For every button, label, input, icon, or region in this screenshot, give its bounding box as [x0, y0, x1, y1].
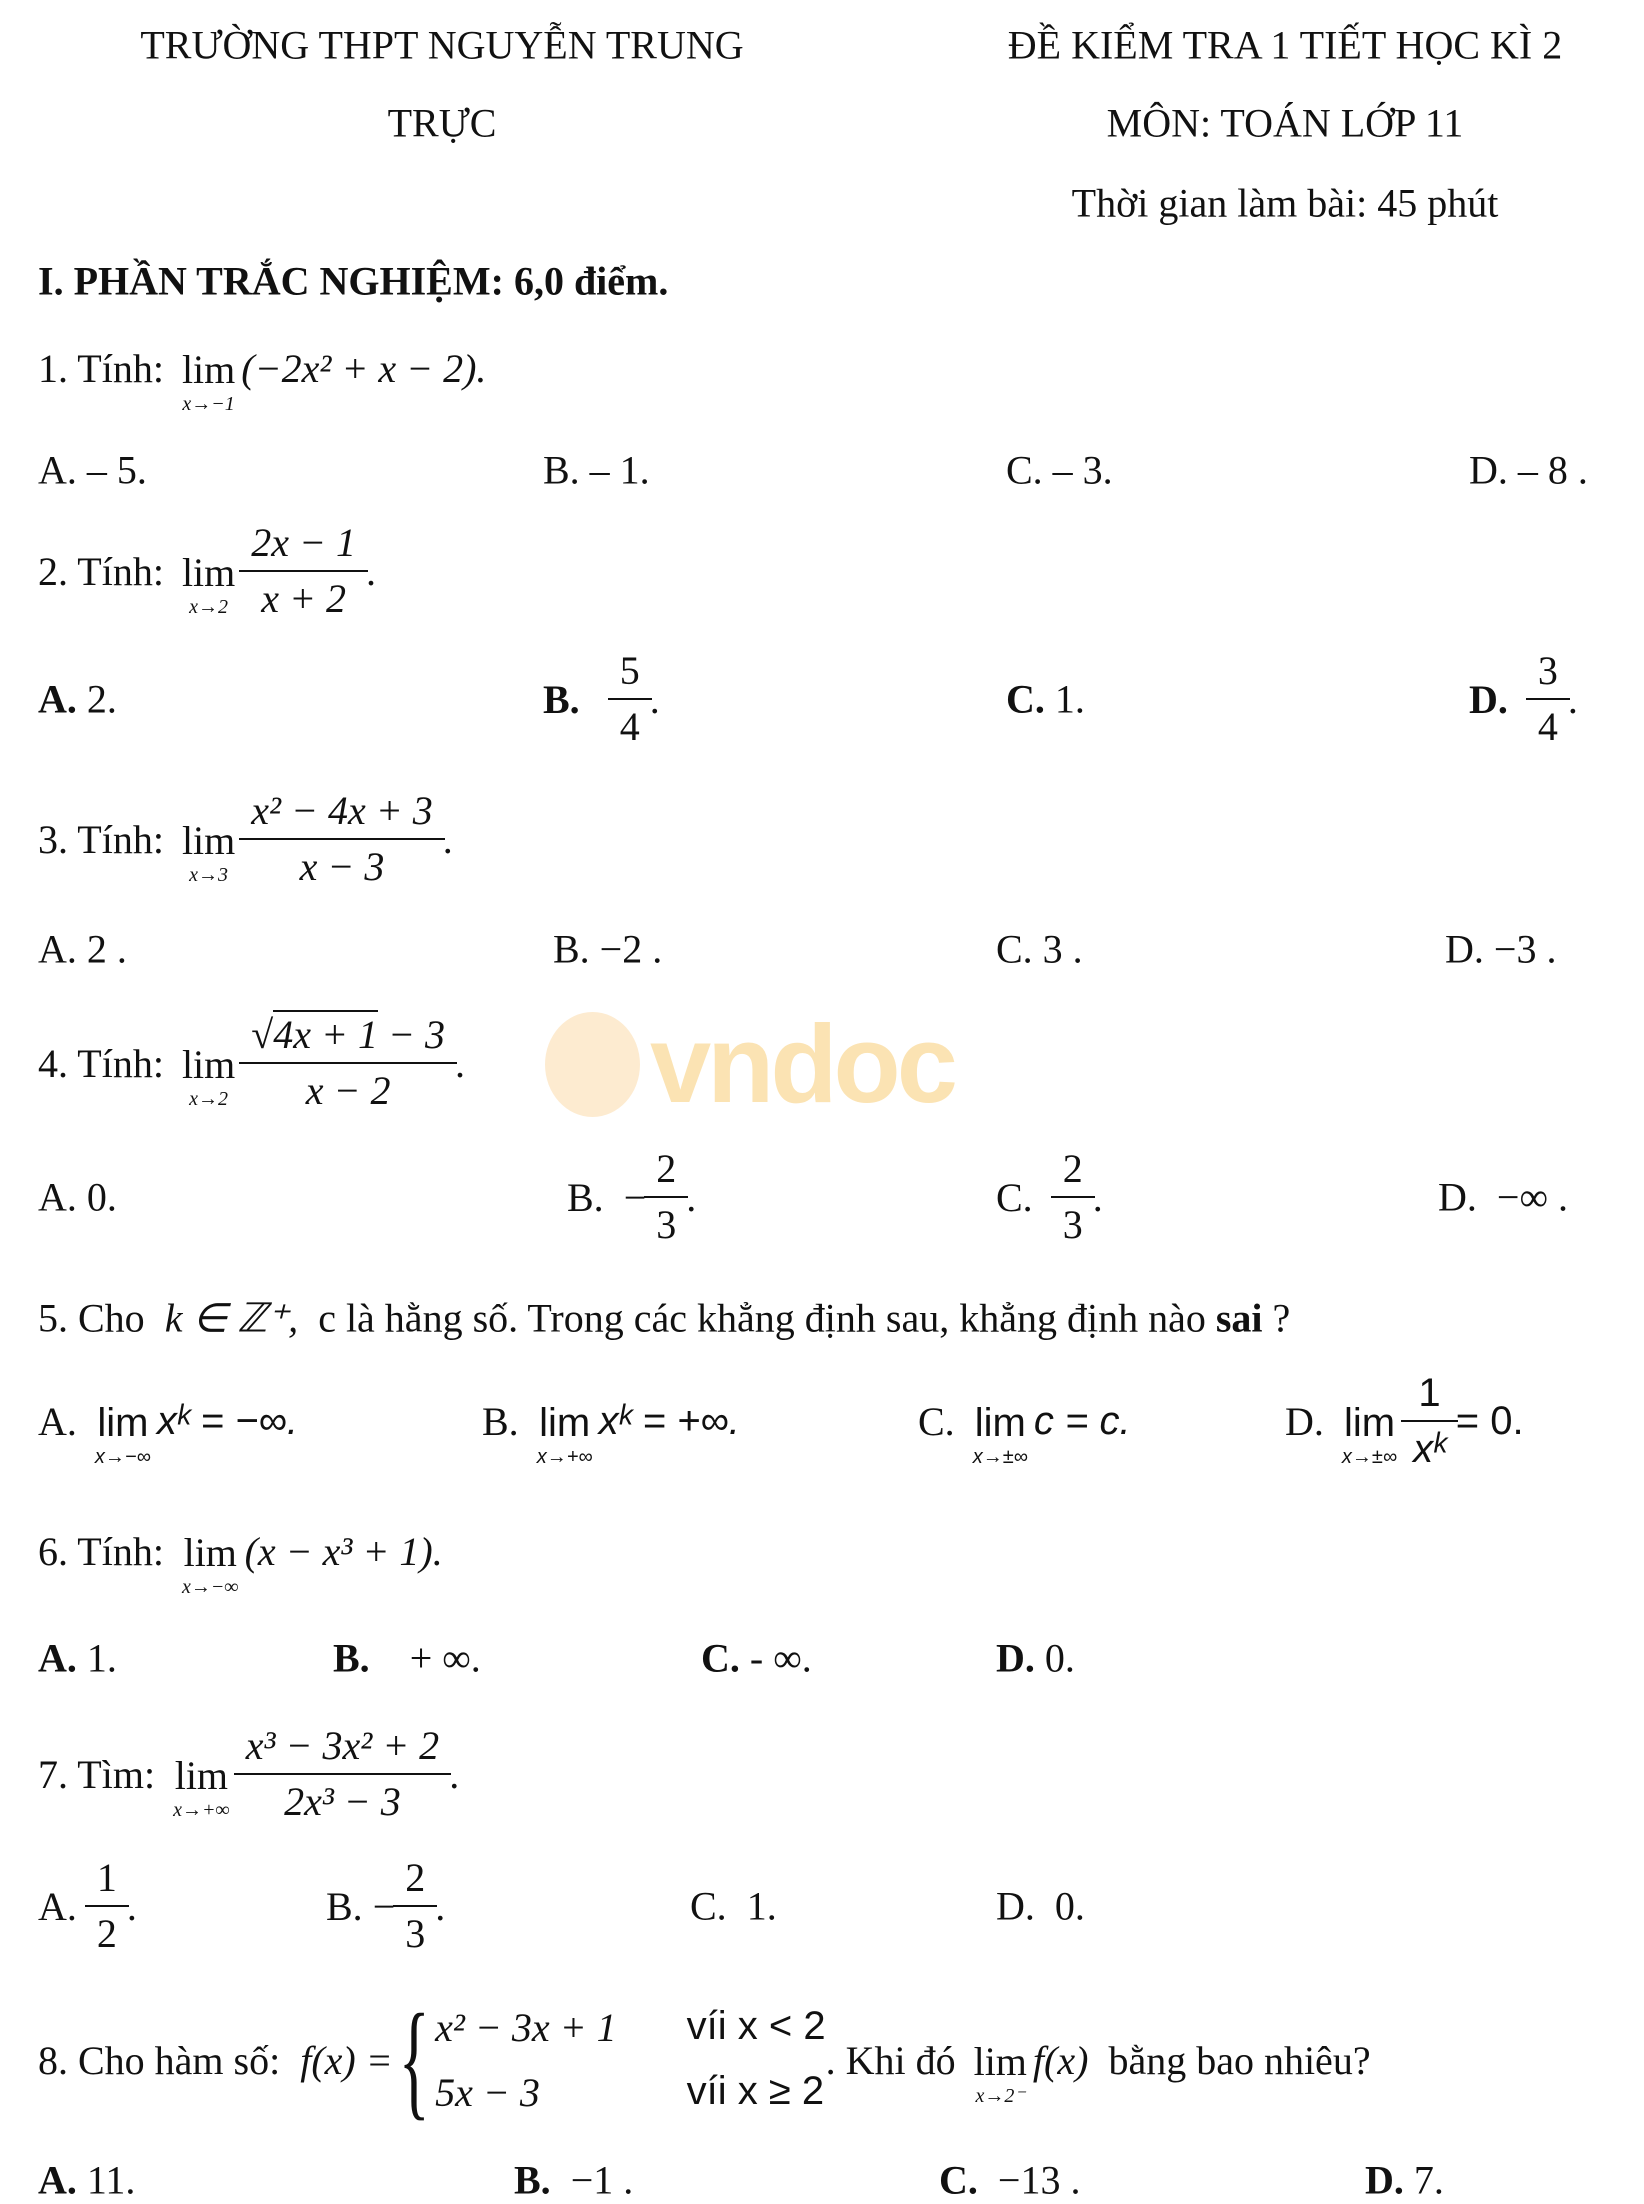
fraction — [245, 1012, 451, 1114]
lim-text: lim — [97, 1401, 149, 1445]
function-name: f(x) = — [300, 2037, 393, 2083]
expression: (x − x³ + 1). — [244, 1528, 443, 1574]
answer-label: B. — [514, 2157, 551, 2203]
answer-label: A. — [38, 2157, 77, 2203]
answer-c — [939, 2157, 1080, 2204]
answer-b — [567, 1146, 696, 1248]
lim-text: lim — [1343, 1401, 1396, 1445]
denominator: 3 — [1051, 1196, 1095, 1248]
period: . — [126, 1883, 137, 1929]
answer-a: A. 0. — [38, 1174, 117, 1220]
question-3 — [38, 788, 453, 890]
period: . — [366, 548, 377, 594]
case-1-expression: x² − 3x + 1 — [435, 2005, 617, 2050]
numerator: x² − 4x + 3 — [251, 788, 433, 833]
answer-label: D. — [996, 1635, 1035, 1681]
numerator — [245, 1012, 451, 1062]
answer-label: D. — [1469, 676, 1508, 722]
answer-a — [38, 1635, 117, 1682]
limit — [1342, 1403, 1397, 1467]
lim-text: lim — [973, 2039, 1027, 2084]
answer-value: 7. — [1413, 2157, 1444, 2203]
function-call: f(x) — [1032, 2037, 1089, 2083]
lim-text: lim — [181, 818, 236, 863]
fraction — [614, 648, 646, 750]
answer-d — [1469, 648, 1578, 750]
numerator: x³ − 3x² + 2 — [245, 1723, 440, 1768]
answer-value: 0. — [1044, 1635, 1075, 1681]
question-mark: ? — [1272, 1295, 1291, 1341]
denominator: x − 3 — [239, 838, 444, 890]
question-7 — [38, 1723, 459, 1825]
answer-value: - ∞. — [749, 1635, 812, 1681]
answer-label: D. — [1285, 1398, 1324, 1444]
answer-label: C. — [996, 1174, 1033, 1220]
answer-d — [1438, 1174, 1568, 1221]
exam-title: ĐỀ KIỂM TRA 1 TIẾT HỌC KÌ 2 — [1007, 22, 1563, 68]
answer-a — [38, 1389, 299, 1468]
case-1-condition: víi x < 2 — [686, 2004, 826, 2048]
answer-label: A. — [38, 1883, 77, 1929]
answer-d: D. – 8 . — [1469, 447, 1588, 493]
answer-label: A. — [38, 676, 77, 722]
answer-label: D. — [1438, 1174, 1477, 1220]
period: . — [442, 816, 453, 862]
answer-value: −1 . — [570, 2157, 634, 2203]
limit — [537, 1403, 593, 1467]
answer-a — [38, 1855, 137, 1957]
lim-sub: x→−∞ — [181, 1576, 239, 1598]
answer-a: A. 2 . — [38, 926, 127, 972]
answer-c — [690, 1883, 777, 1930]
limit — [973, 1403, 1028, 1467]
denominator: 4 — [608, 698, 652, 750]
case-2-condition: víi x ≥ 2 — [686, 2069, 825, 2113]
question-text: c là hằng số. Trong các khẳng định sau, khẳng định nào — [318, 1295, 1206, 1341]
answer-label: C. — [939, 2157, 978, 2203]
answer-label: B. — [543, 676, 580, 722]
answer-b — [326, 1855, 445, 1957]
answer-value: −13 . — [997, 2157, 1081, 2203]
answer-label: B. — [567, 1174, 604, 1220]
denominator: 3 — [644, 1196, 688, 1248]
answer-value: −∞ . — [1496, 1174, 1568, 1220]
period: . — [435, 1883, 446, 1929]
fraction — [245, 788, 438, 890]
expression: (−2x² + x − 2). — [241, 345, 487, 391]
answer-value: 1. — [1054, 676, 1085, 722]
limit — [973, 2039, 1027, 2107]
period: . — [449, 1751, 460, 1797]
denominator: 4 — [1526, 698, 1570, 750]
radicand: 4x + 1 — [273, 1012, 378, 1057]
watermark-mascot-icon — [545, 1012, 640, 1117]
numerator: 2x − 1 — [251, 520, 357, 565]
question-2 — [38, 520, 376, 622]
answer-value: 2. — [86, 676, 117, 722]
question-text-end: bằng bao nhiêu? — [1108, 2037, 1371, 2083]
limit — [181, 818, 236, 886]
answer-label: B. — [333, 1635, 370, 1681]
answer-label: C. — [1006, 676, 1045, 722]
answer-c: C. 3 . — [996, 926, 1083, 972]
denominator: x + 2 — [239, 570, 368, 622]
question-label: 6. Tính: — [38, 1528, 164, 1574]
denominator: 2 — [85, 1905, 129, 1957]
answer-label: D. — [1365, 2157, 1404, 2203]
answer-label: C. — [701, 1635, 740, 1681]
numerator: 1 — [1418, 1371, 1441, 1415]
lim-sub: x→2⁻ — [975, 2085, 1025, 2107]
section-heading: I. PHẦN TRẮC NGHIỆM: 6,0 điểm. — [38, 258, 669, 304]
lim-sub: x→3 — [189, 864, 229, 886]
question-label: 5. Cho — [38, 1295, 145, 1341]
answer-label: B. — [326, 1883, 363, 1929]
sign: − — [372, 1883, 396, 1929]
answer-value: = 0. — [1455, 1398, 1524, 1443]
question-label: 8. Cho hàm số: — [38, 2037, 281, 2083]
question-label: 7. Tìm: — [38, 1751, 156, 1797]
lim-sub: x→+∞ — [173, 1799, 230, 1821]
sign: − — [623, 1174, 647, 1220]
answer-value: 11. — [86, 2157, 136, 2203]
period: . — [686, 1174, 697, 1220]
lim-sub: x→2 — [189, 1088, 229, 1110]
fraction — [1407, 1370, 1452, 1472]
answer-c — [1006, 676, 1085, 723]
fraction — [240, 1723, 445, 1825]
limit — [181, 347, 236, 415]
lim-sub: x→−1 — [182, 393, 235, 415]
answer-a: A. – 5. — [38, 447, 147, 493]
question-label: 1. Tính: — [38, 345, 164, 391]
limit — [181, 1530, 239, 1598]
fraction — [399, 1855, 431, 1957]
answer-d — [996, 1883, 1085, 1930]
lim-sub: x→±∞ — [972, 1446, 1028, 1468]
lim-text: lim — [183, 1530, 237, 1575]
answer-b — [514, 2157, 633, 2204]
piecewise-cases — [435, 2004, 825, 2116]
sqrt-icon: √ — [251, 1012, 274, 1057]
watermark-logo: vndoc — [650, 1003, 954, 1126]
answer-d — [996, 1635, 1075, 1682]
answer-label: D. — [996, 1883, 1035, 1929]
school-name-line2: TRỰC — [387, 100, 497, 146]
denominator: 2x³ − 3 — [234, 1773, 451, 1825]
answer-value: 1. — [86, 1635, 117, 1681]
question-5 — [38, 1295, 1290, 1342]
limit — [181, 550, 236, 618]
lim-sub: x→2 — [189, 596, 229, 618]
answer-value: + ∞. — [409, 1635, 481, 1681]
lim-text: lim — [181, 1042, 236, 1087]
fraction — [1532, 648, 1564, 750]
answer-c — [701, 1635, 812, 1682]
brace-icon: { — [398, 1988, 430, 2132]
case-2-expression: 5x − 3 — [435, 2070, 540, 2115]
numerator: 2 — [405, 1855, 426, 1900]
answer-b: B. −2 . — [553, 926, 663, 972]
answer-label: A. — [38, 1635, 77, 1681]
answer-a — [38, 676, 117, 723]
answer-value: 1. — [746, 1883, 777, 1929]
lim-text: lim — [974, 1401, 1026, 1445]
numerator: 3 — [1537, 648, 1558, 693]
fraction — [1057, 1146, 1089, 1248]
numerator: 1 — [96, 1855, 117, 1900]
answer-b — [543, 648, 660, 750]
answer-label: A. — [38, 1398, 77, 1444]
period: . — [1567, 676, 1578, 722]
question-6 — [38, 1519, 443, 1598]
fraction — [650, 1146, 682, 1248]
answer-value: xᵏ = +∞. — [598, 1398, 740, 1443]
answer-d: D. −3 . — [1445, 926, 1557, 972]
answer-d — [1285, 1370, 1524, 1472]
emphasis: sai — [1215, 1295, 1263, 1341]
fraction — [91, 1855, 123, 1957]
school-name-line1: TRƯỜNG THPT NGUYỄN TRUNG — [140, 22, 744, 68]
answer-label: C. — [918, 1398, 955, 1444]
limit — [173, 1753, 230, 1821]
answer-value: c = c. — [1033, 1398, 1131, 1443]
lim-text: lim — [174, 1753, 229, 1798]
denominator: xᵏ — [1401, 1420, 1458, 1472]
answer-value: 0. — [1054, 1883, 1085, 1929]
lim-text: lim — [181, 550, 236, 595]
answer-a — [38, 2157, 135, 2204]
denominator: 3 — [393, 1905, 437, 1957]
answer-b: B. – 1. — [543, 447, 650, 493]
k-condition: k ∈ ℤ⁺, — [164, 1295, 299, 1341]
answer-b — [482, 1389, 740, 1468]
answer-c — [996, 1146, 1103, 1248]
answer-label: C. — [690, 1883, 727, 1929]
lim-sub: x→+∞ — [536, 1446, 593, 1468]
lim-sub: x→−∞ — [94, 1446, 151, 1468]
question-8 — [38, 1988, 1371, 2132]
time-limit: Thời gian làm bài: 45 phút — [1071, 180, 1499, 226]
lim-text: lim — [181, 347, 236, 392]
limit — [95, 1403, 151, 1467]
period: . — [1092, 1174, 1103, 1220]
numerator-rest: − 3 — [377, 1012, 445, 1057]
numerator: 2 — [1062, 1146, 1083, 1191]
answer-b — [333, 1635, 481, 1682]
limit — [181, 1042, 236, 1110]
denominator: x − 2 — [239, 1062, 457, 1114]
period: . — [454, 1040, 465, 1086]
question-label: 4. Tính: — [38, 1040, 164, 1086]
answer-c — [918, 1389, 1131, 1468]
question-text: . Khi đó — [825, 2037, 956, 2083]
subject: MÔN: TOÁN LỚP 11 — [1106, 100, 1464, 146]
question-label: 2. Tính: — [38, 548, 164, 594]
answer-c: C. – 3. — [1006, 447, 1113, 493]
answer-d — [1365, 2157, 1444, 2204]
lim-sub: x→±∞ — [1341, 1446, 1398, 1468]
answer-label: B. — [482, 1398, 519, 1444]
answer-value: xᵏ = −∞. — [156, 1398, 299, 1443]
question-4 — [38, 1012, 465, 1114]
fraction — [245, 520, 362, 622]
question-label: 3. Tính: — [38, 816, 164, 862]
period: . — [649, 676, 660, 722]
question-1 — [38, 336, 487, 415]
numerator: 2 — [656, 1146, 677, 1191]
lim-text: lim — [539, 1401, 591, 1445]
numerator: 5 — [619, 648, 640, 693]
